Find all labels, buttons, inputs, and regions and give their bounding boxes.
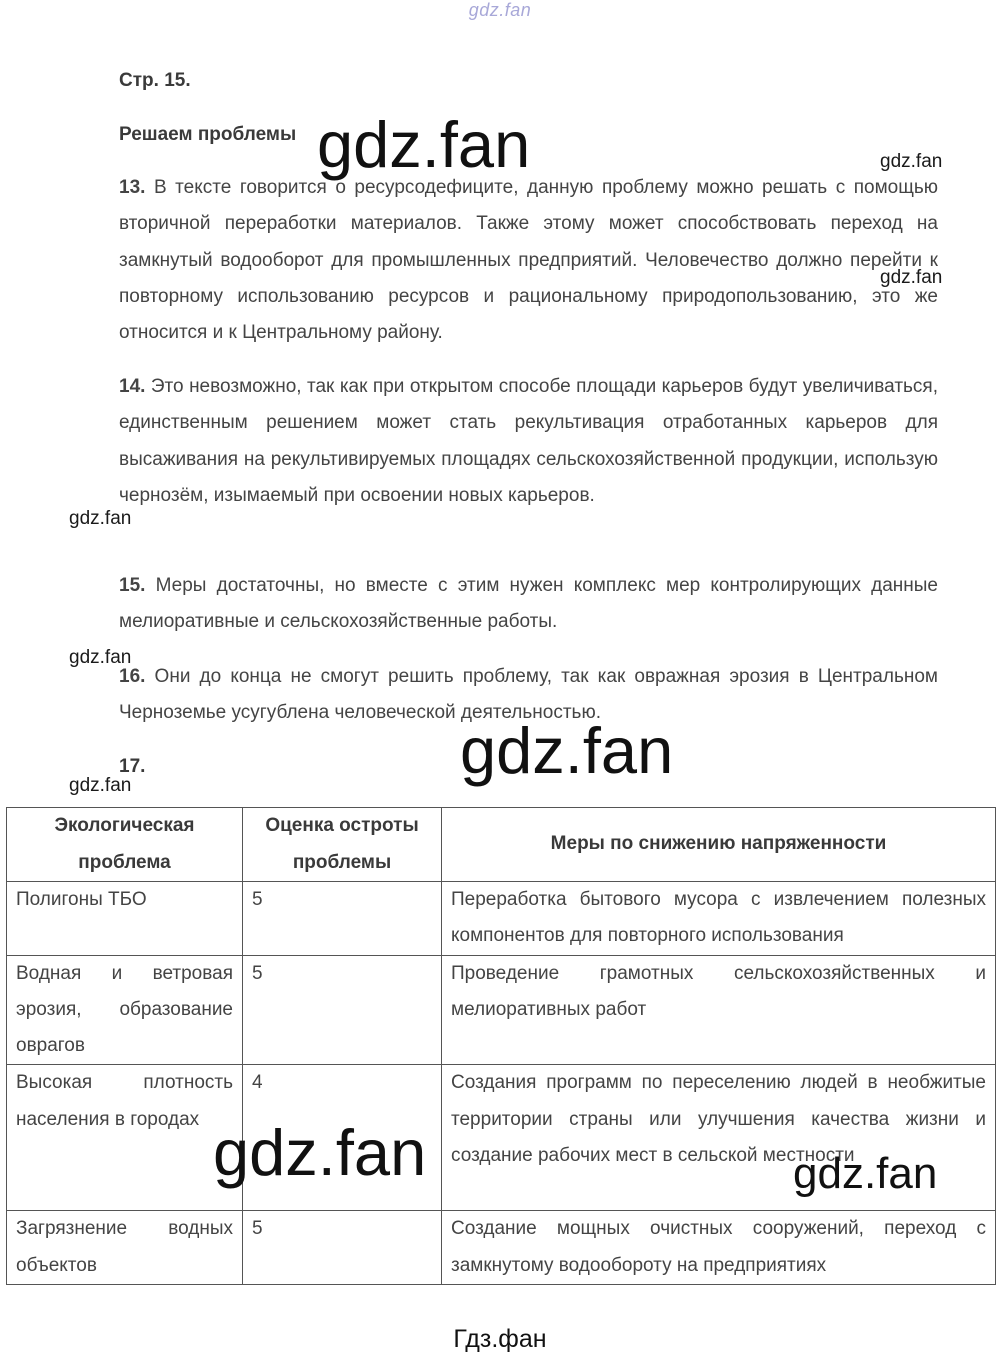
watermark-top: gdz.fan (468, 0, 532, 20)
cell-score: 4 (243, 1065, 442, 1211)
task-17-label: 17. (119, 756, 146, 777)
paragraph-number: 13. (119, 177, 146, 198)
paragraph-13 (119, 170, 938, 351)
page-label: Стр. 15. (119, 70, 191, 91)
watermark-medium: gdz.fan (793, 1149, 938, 1198)
header-problem: Экологическая проблема (7, 808, 243, 882)
ecology-table (6, 807, 996, 1285)
watermark-large: gdz.fan (213, 1116, 427, 1189)
watermark-small: gdz.fan (880, 151, 943, 172)
cell-measures: Создание мощных очистных сооружений, переход с замкнутому водообороту на предприятиях (442, 1211, 996, 1285)
table-header-row (7, 808, 996, 882)
table-row (7, 1211, 996, 1285)
cell-problem: Загрязнение водных объектов (7, 1211, 243, 1285)
header-measures: Меры по снижению напряженности (442, 808, 996, 882)
footer-site-name: Гдз.фан (453, 1325, 547, 1353)
paragraph-14 (119, 369, 938, 514)
paragraph-number: 16. (119, 666, 146, 687)
cell-measures: Проведение грамотных сельскохозяйственных и мелиоративных работ (442, 955, 996, 1065)
cell-measures: Переработка бытового мусора с извлечением полезных компонентов для повторного использования (442, 882, 996, 956)
paragraph-text: В тексте говорится о ресурсодефиците, данную проблему можно решать с помощью вторичной переработки материалов. Также этому может способствовать переход на замкнутый водооборот для промышленных предприятий. Человечество должно перейти к повторному использованию ресурсов и рациональному природопользованию, это же относится и к Центральному району. (119, 177, 939, 344)
cell-score: 5 (243, 1211, 442, 1285)
table-row (7, 955, 996, 1065)
paragraph-number: 14. (119, 376, 146, 397)
paragraph-text: Меры достаточны, но вместе с этим нужен комплекс мер контролирующих данные мелиоративные и сельскохозяйственные работы. (119, 575, 938, 633)
cell-problem: Полигоны ТБО (7, 882, 243, 956)
watermark-large: gdz.fan (317, 108, 531, 181)
cell-measures: Создания программ по переселению людей в необжитые территории страны или улучшения качества жизни и создание рабочих мест в сельской местности (442, 1065, 996, 1211)
cell-problem: Высокая плотность населения в городах (7, 1065, 243, 1211)
header-score: Оценка остроты проблемы (243, 808, 442, 882)
paragraph-number: 15. (119, 575, 146, 596)
watermark-small: gdz.fan (69, 647, 132, 668)
watermark-small: gdz.fan (880, 267, 943, 288)
watermark-small: gdz.fan (69, 775, 132, 796)
cell-score: 5 (243, 882, 442, 956)
cell-score: 5 (243, 955, 442, 1065)
watermark-large: gdz.fan (460, 714, 674, 787)
table-row (7, 882, 996, 956)
watermark-small: gdz.fan (69, 508, 132, 529)
cell-problem: Водная и ветровая эрозия, образование оврагов (7, 955, 243, 1065)
paragraph-15 (119, 568, 938, 641)
paragraph-text: Они до конца не смогут решить проблему, так как овражная эрозия в Центральном Черноземье усугублена человеческой деятельностью. (119, 666, 938, 724)
paragraph-text: Это невозможно, так как при открытом способе площади карьеров будут увеличиваться, единственным решением может стать рекультивация отработанных карьеров для высаживания на рекультивируемых площадях сельскохозяйственной продукции, использую чернозём, изымаемый при освоении новых карьеров. (119, 376, 938, 506)
section-title: Решаем проблемы (119, 124, 297, 145)
